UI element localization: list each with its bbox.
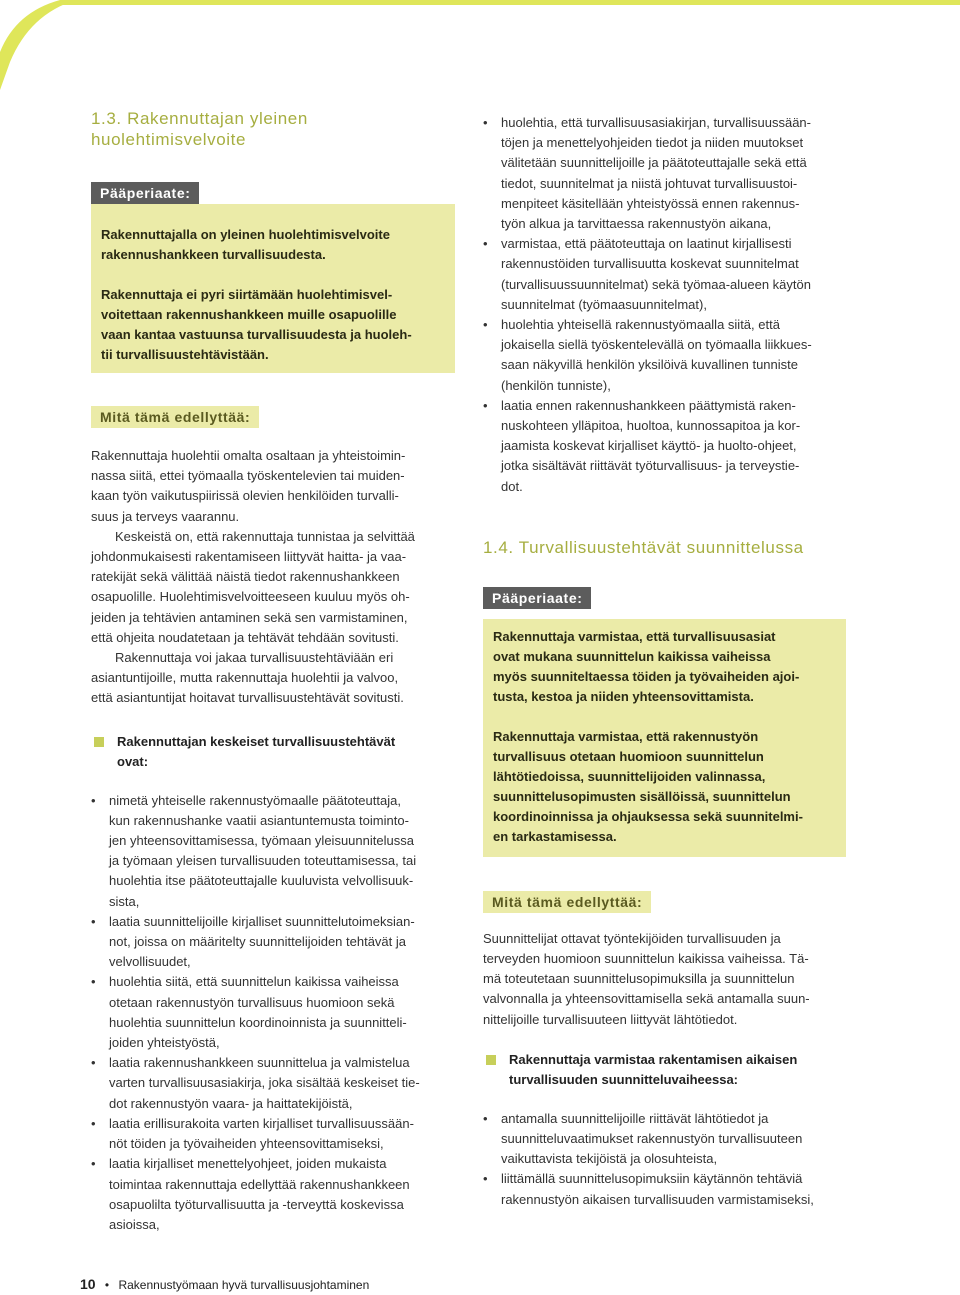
page-number: 10	[80, 1276, 96, 1292]
list-item: • laatia ennen rakennushankkeen päättymistä raken- nuskohteen ylläpitoa, huoltoa, kunnossapitoa ja kor- jaamista koskevat kirjalliset käyttö- ja huolto-ohjeet, jotka sisältävät riittävät työturvallisuus- ja terveystie- dot.	[483, 397, 801, 494]
ensure-heading: Rakennuttaja varmistaa rakentamisen aikaisen turvallisuuden suunnitteluvaiheessa:	[483, 1050, 853, 1090]
principles-paragraph: Rakennuttajalla on yleinen huolehtimisvelvoite rakennushankkeen turvallisuudesta.	[101, 227, 390, 262]
key-tasks-heading: Rakennuttajan keskeiset turvallisuustehtävät ovat:	[91, 732, 461, 772]
continued-tasks-list	[483, 113, 853, 497]
principles-box	[91, 204, 455, 373]
bullet-icon: •	[483, 397, 488, 413]
bullet-icon: •	[91, 974, 96, 990]
square-bullet-icon	[94, 737, 104, 747]
page-footer	[80, 1276, 369, 1292]
bullet-icon: •	[91, 913, 96, 929]
list-item: • laatia kirjalliset menettelyohjeet, joiden mukaista toimintaa rakennuttaja edellyttää rakennushankkeen osapuolilta työturvallisuutta ja -terveyttä koskevissa asioissa,	[91, 1156, 410, 1232]
list-item: • huolehtia siitä, että suunnittelun kaikissa vaiheissa otetaan rakennustyön turvallisuus huomioon sekä huolehtia suunnittelun koordinoinnista ja suunnitteli- joiden yhteistyöstä,	[91, 974, 407, 1051]
list-item: • huolehtia, että turvallisuusasiakirjan, turvallisuussään- töjen ja menettelyohjeiden tiedot ja niiden muutokset välitetään suunnittelijoille ja päätoteuttajalle sekä että tiedot, suunnitelmat ja niistä johtuvat turvallisuustoi- menpiteet käsitellään yhteistyössä ennen rakennus- työn alkua ja tarvittaessa rakennustyön aikana,	[483, 115, 811, 232]
bullet-icon: •	[483, 1110, 488, 1126]
list-item: • laatia suunnittelijoille kirjalliset suunnittelutoimeksian- not, joissa on määritelty suunnittelijoiden tehtävät ja velvollisuudet,	[91, 913, 415, 970]
body-paragraph: Rakennuttaja huolehtii omalta osaltaan ja yhteistoimin- nassa siitä, ettei työmaalla työskentelevien tai muiden- kaan työn vaikutuspiirissä olevien henkilöiden turvalli- suus ja terveys vaarannu.	[91, 448, 406, 524]
footer-separator: •	[104, 1278, 110, 1292]
list-item: • huolehtia yhteisellä rakennustyömaalla siitä, että jokaisella siellä työskentelevällä on työmaalla liikkues- saan näkyvillä henkilön yksilöivä kuvallinen tunniste (henkilön tunniste),	[483, 317, 812, 393]
square-bullet-icon	[486, 1055, 496, 1065]
bullet-icon: •	[483, 115, 488, 130]
bullet-icon: •	[483, 317, 488, 333]
list-item: • antamalla suunnittelijoille riittävät lähtötiedot ja suunnitteluvaatimukset rakennustyön turvallisuuteen vaikuttavista tekijöistä ja olosuhteista,	[483, 1110, 803, 1167]
principles-label: Pääperiaate:	[91, 182, 199, 204]
ensure-list	[483, 1109, 853, 1210]
requires-label: Mitä tämä edellyttää:	[483, 891, 651, 913]
bullet-icon: •	[91, 1156, 96, 1172]
bullet-icon: •	[91, 1115, 96, 1131]
bullet-icon: •	[91, 792, 96, 808]
body-paragraph: Rakennuttaja voi jakaa turvallisuustehtäviään eri asiantuntijoille, mutta rakennuttaja huolehtii ja valvoo, että asiantuntijat hoitavat turvallisuustehtävät sovitusti.	[91, 650, 404, 706]
bullet-icon: •	[483, 236, 488, 252]
list-item: • laatia rakennushankkeen suunnittelua ja valmistelua varten turvallisuusasiakirja, joka sisältää keskeiset tie- dot rakennustyön vaara- ja haittatekijöistä,	[91, 1055, 420, 1111]
requires-label: Mitä tämä edellyttää:	[91, 406, 259, 428]
bullet-icon: •	[483, 1171, 488, 1187]
right-column	[483, 113, 853, 1210]
body-paragraph: Keskeistä on, että rakennuttaja tunnistaa ja selvittää johdonmukaisesti rakentamiseen liittyvät haitta- ja vaa- ratekijät sekä välittää näistä tiedot rakennushankkeen osapuolille. Huolehtimisvelvoitteeseen kuuluu myös oh- jeiden ja tehtävien antaminen sekä sen varmistaminen, että ohjeita noudatetaan ja tehtävät tehdään sovitusti.	[91, 528, 415, 645]
list-item: • laatia erillisurakoita varten kirjalliset turvallisuussään- nöt töiden ja työvaiheiden yhteensovittamiseksi,	[91, 1115, 414, 1152]
list-item: • nimetä yhteiselle rakennustyömaalle päätoteuttaja, kun rakennushanke vaatii asiantuntemusta toiminto- jen yhteensovittamisessa, työmaan yleisuunnitelussa ja työmaan yleisen turvallisuuden toteuttamisessa, tai huolehtia itse päätoteuttajalle kuuluvista velvollisuuk- sista,	[91, 792, 417, 909]
publication-title: Rakennustyömaan hyvä turvallisuusjohtaminen	[118, 1278, 370, 1292]
principles-label: Pääperiaate:	[483, 587, 591, 609]
body-paragraph: Suunnittelijat ottavat työntekijöiden turvallisuuden ja terveyden huomioon suunnittelun kaikissa vaiheissa. Tä- mä toteutetaan suunnittelusopimuksilla ja suunnittelun valvonnalla ja yhteensovittamisella sekä antamalla suun- nittelijoille turvallisuuteen liittyvät lähtötiedot.	[483, 930, 810, 1027]
key-tasks-list	[91, 791, 461, 1235]
left-column	[91, 108, 461, 1235]
list-item: • liittämällä suunnittelusopimuksiin käytännön tehtäviä rakennustyön aikaisen turvallisuuden varmistamiseksi,	[483, 1171, 814, 1207]
principles-paragraph: Rakennuttaja ei pyri siirtämään huolehtimisvel- voitettaan rakennushankkeen muille osapuolille vaan kantaa vastuunsa turvallisuudesta ja huoleh- tii turvallisuustehtävistään.	[101, 287, 412, 362]
section-1-4-title: 1.4. Turvallisuustehtävät suunnittelussa	[483, 537, 804, 557]
section-1-3-title: 1.3. Rakennuttajan yleinen huolehtimisvelvoite	[91, 109, 308, 149]
principles-box	[483, 619, 846, 857]
bullet-icon: •	[91, 1055, 96, 1071]
principles-paragraph: Rakennuttaja varmistaa, että rakennustyön turvallisuus otetaan huomioon suunnittelun lähtötiedoissa, suunnittelijoiden valinnassa, suunnittelusopimusten sisällöissä, suunnittelun koordinoinnissa ja ohjauksessa sekä suunnitelmi- en tarkastamisessa.	[493, 728, 803, 844]
corner-decoration	[0, 0, 960, 90]
principles-paragraph: Rakennuttaja varmistaa, että turvallisuusasiat ovat mukana suunnittelun kaikissa vaiheissa myös suunniteltaessa töiden ja työvaiheiden ajoi- tusta, kestoa ja niiden yhteensovittamista.	[493, 628, 800, 704]
list-item: • varmistaa, että päätoteuttaja on laatinut kirjallisesti rakennustöiden turvallisuutta koskevat suunnitelmat (turvallisuussuunnitelmat) sekä työmaa-alueen käytön suunnitelmat (työmaasuunnitelmat),	[483, 236, 811, 312]
